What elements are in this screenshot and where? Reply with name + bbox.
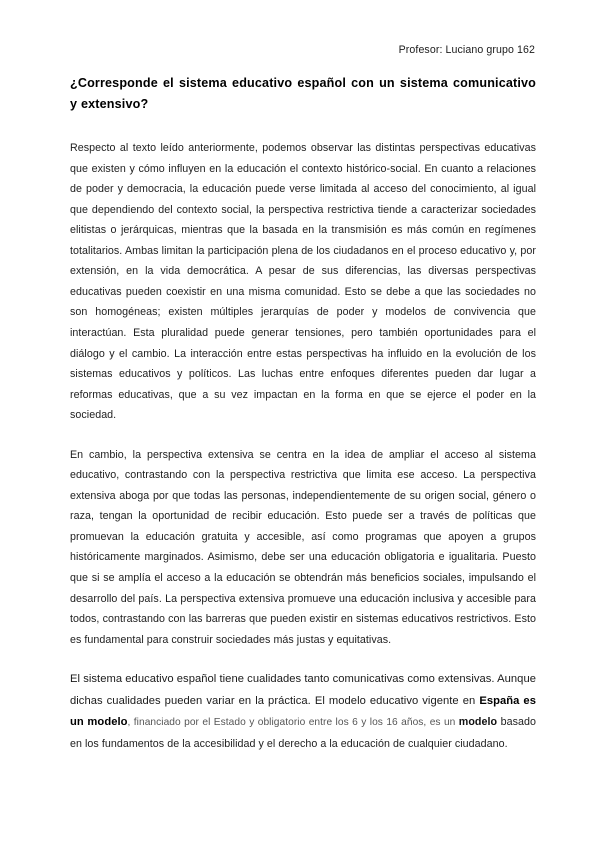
document-content (70, 0, 536, 765)
text-run-3: , financiado por el Estado y obligatorio entre los 6 y los 16 años, es un (127, 717, 459, 729)
body-paragraph-3 (70, 669, 536, 754)
body-paragraph-1: Respecto al texto leído anteriormente, podemos observar las distintas perspectivas educativas que existen y cómo influyen en la educación el contexto histórico-social. En cuanto a relaciones de poder y democracia, la educación puede verse limitada al acceso del conocimiento, al igual que dependiendo del contexto social, la perspectiva restrictiva tiende a caracterizar sociedades elitistas o jerárquicas, mientras que la basada en la transmisión es más común en regímenes totalitarios. Ambas limitan la participación plena de los ciudadanos en el proceso educativo y, por extensión, en la vida democrática. A pesar de sus diferencias, las diversas perspectivas educativas pueden coexistir en una misma comunidad. Esto se debe a que las sociedades no son homogéneas; existen múltiples jerarquías de poder y modelos de convivencia que interactúan. Esta pluralidad puede generar tensiones, pero también oportunidades para el diálogo y el cambio. La interacción entre estas perspectivas ha influido en la evolución de los sistemas educativos y políticos. Las luchas entre enfoques diferentes pueden dar lugar a reformas educativas, que a su vez impactan en la forma en que se ejerce el poder en la sociedad. (70, 142, 536, 422)
text-run-5: basado en los fundamentos de la accesibilidad y el derecho a la educación de cualquier ciudadano. (70, 716, 536, 750)
body-paragraph-2: En cambio, la perspectiva extensiva se centra en la idea de ampliar el acceso al sistema educativo, contrastando con la perspectiva restrictiva que limita ese acceso. La perspectiva extensiva aboga por que todas las personas, independientemente de su origen social, género o raza, tengan la oportunidad de recibir educación. Esto puede ser a través de políticas que promuevan la educación gratuita y accesible, así como programas que apoyen a grupos históricamente marginados. Asimismo, debe ser una educación obligatoria e igualitaria. Puesto que si se amplía el acceso a la educación se obtendrán más beneficios sociales, impulsando el desarrollo del país. La perspectiva extensiva promueve una educación inclusiva y accesible para todos, contrastando con las barreras que pueden existir en sistemas educativos restrictivos. Esto es fundamental para construir sociedades más justas y equitativas. (70, 448, 536, 646)
document-title: ¿Corresponde el sistema educativo español con un sistema comunicativo y extensivo? (70, 75, 536, 112)
professor-line: Profesor: Luciano grupo 162 (398, 44, 535, 56)
text-run-4: modelo (458, 716, 498, 729)
text-run-1: El sistema educativo español tiene cualidades tanto comunicativas como extensivas. Aunque dichas cualidades pueden variar en la práctica. El modelo educativo vigente en (70, 673, 536, 707)
text-run-2: España es un modelo (70, 694, 536, 729)
